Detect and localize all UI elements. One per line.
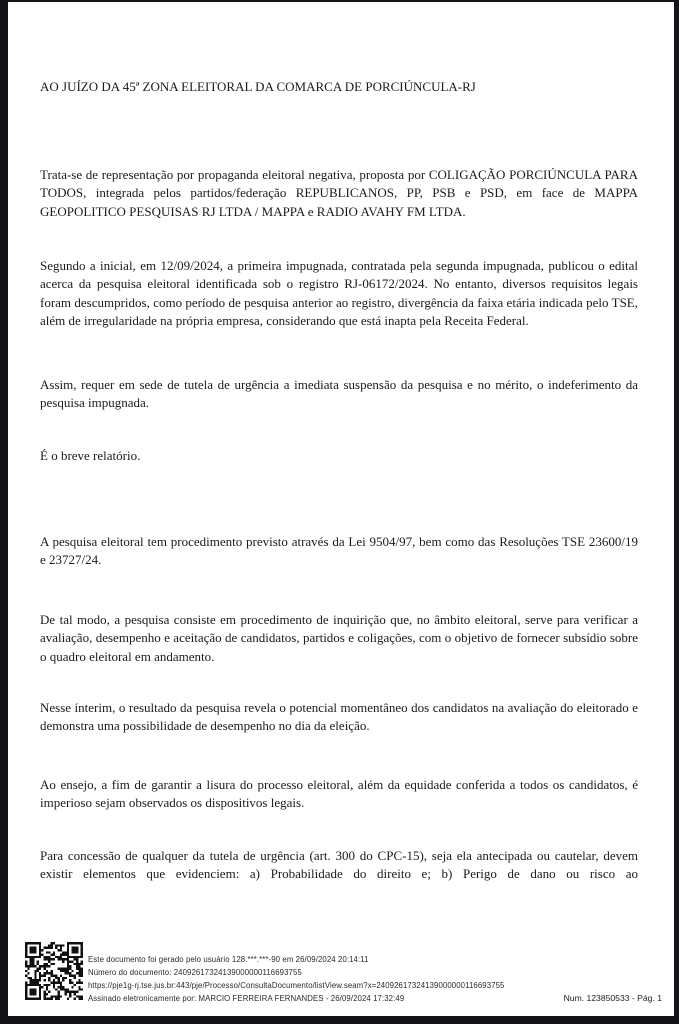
- paragraph-intro: Trata-se de representação por propaganda eleitoral negativa, proposta por COLIGAÇÃO PORCIÚNCULA PARA TODOS, integrada pelos partidos/federação REPUBLICANOS, PP, PSB e PSD, em face de MAPPA GEOPOLITICO PESQUISAS RJ LTDA / MAPPA e RADIO AVAHY FM LTDA.: [40, 167, 638, 219]
- paragraph-poll-definition: De tal modo, a pesquisa consiste em procedimento de inquirição que, no âmbito eleitoral, serve para verificar a avaliação, desempenho e aceitação de candidatos, partidos e coligações, com o objetivo de fornecer subsídio sobre o quadro eleitoral em andamento.: [40, 612, 638, 664]
- qr-code-icon: [25, 942, 83, 1000]
- metadata-generated-by: Este documento foi gerado pelo usuário 128.***.***-90 em 26/09/2024 20:14:11: [88, 955, 369, 964]
- paragraph-poll-result: Nesse ínterim, o resultado da pesquisa revela o potencial momentâneo dos candidatos na avaliação do eleitorado e demonstra uma possibilidade de desempenho no dia da eleição.: [40, 700, 638, 734]
- paragraph-fairness: Ao ensejo, a fim de garantir a lisura do processo eleitoral, além da equidade conferida a todos os candidatos, é imperioso sejam observados os dispositivos legais.: [40, 777, 638, 811]
- paragraph-tutela: Para concessão de qualquer da tutela de urgência (art. 300 do CPC-15), seja ela antecipada ou cautelar, devem existir elementos que evidenciem: a) Probabilidade do direito e; b) Perigo de dano ou risco ao: [40, 848, 638, 882]
- metadata-document-number: Número do documento: 24092617324139000000116693755: [88, 968, 302, 977]
- paragraph-report: É o breve relatório.: [40, 448, 141, 463]
- paragraph-facts: Segundo a inicial, em 12/09/2024, a primeira impugnada, contratada pela segunda impugnada, publicou o edital acerca da pesquisa eleitoral identificada sob o registro RJ-06172/2024. No entanto, diversos requisitos legais foram descumpridos, como período de pesquisa anterior ao registro, divergência da faixa etária indicada pelo TSE, além de irregularidade na própria empresa, considerando que está inapta pela Receita Federal.: [40, 258, 638, 329]
- document-heading: AO JUÍZO DA 45ª ZONA ELEITORAL DA COMARCA DE PORCIÚNCULA-RJ: [40, 79, 476, 94]
- metadata-signed-by: Assinado eletronicamente por: MARCIO FERREIRA FERNANDES - 26/09/2024 17:32:49: [88, 994, 405, 1003]
- metadata-verification-url: https://pje1g-rj.tse.jus.br:443/pje/Processo/ConsultaDocumento/listView.seam?x=24092617324139000000116693755: [88, 981, 505, 990]
- page-number-label: Num. 123850533 - Pág. 1: [563, 993, 662, 1003]
- document-page: [8, 2, 674, 1016]
- paragraph-request: Assim, requer em sede de tutela de urgência a imediata suspensão da pesquisa e no mérito, o indeferimento da pesquisa impugnada.: [40, 377, 638, 411]
- document-metadata: [88, 953, 504, 1005]
- paragraph-law: A pesquisa eleitoral tem procedimento previsto através da Lei 9504/97, bem como das Resoluções TSE 23600/19 e 23727/24.: [40, 534, 638, 568]
